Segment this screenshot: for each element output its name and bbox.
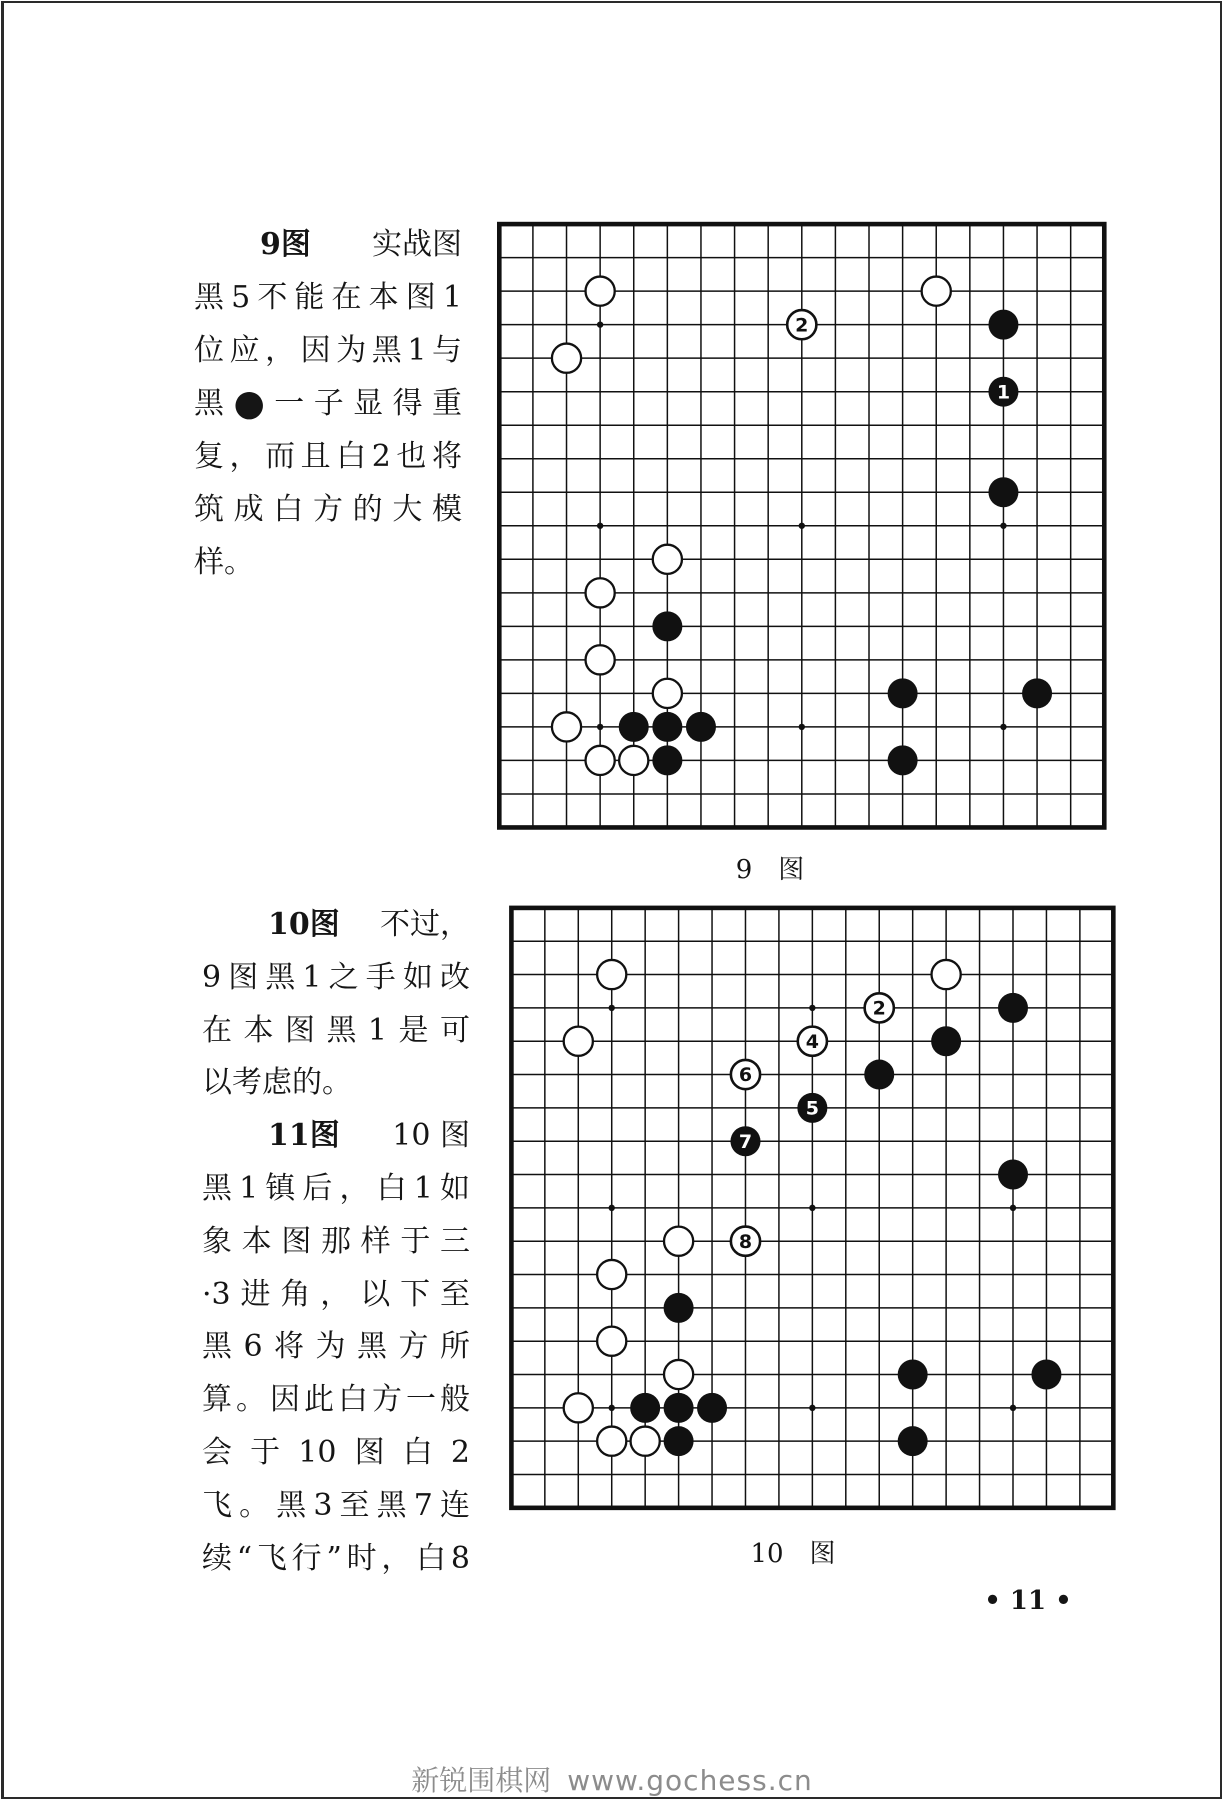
line-text: 一子显得重 <box>274 386 462 421</box>
white-stone <box>586 645 615 674</box>
black-stone <box>664 1293 694 1323</box>
white-stone <box>597 1260 626 1289</box>
heading-text: 实战图 <box>372 227 462 262</box>
heading-text: 不过， <box>380 907 470 942</box>
commentary-line: ·3进角，以下至 <box>202 1276 470 1312</box>
move-number: 4 <box>805 1030 819 1053</box>
commentary-line: 复，而且白2也将 <box>194 439 462 474</box>
commentary-line: 续“飞行”时，白8 <box>202 1540 470 1576</box>
diagram-10-11-commentary <box>202 899 470 1585</box>
move-number: 1 <box>996 381 1011 404</box>
black-stone <box>898 1426 928 1456</box>
move-number: 2 <box>872 997 886 1020</box>
heading-text: 10 图 <box>392 1118 470 1154</box>
black-stone <box>1022 678 1052 708</box>
commentary-heading-line <box>202 1110 470 1163</box>
move-number: 2 <box>795 314 809 337</box>
star-point <box>609 1005 615 1011</box>
move-number: 5 <box>805 1097 819 1120</box>
white-stone <box>653 679 682 708</box>
black-stone <box>652 611 682 641</box>
white-stone <box>552 344 581 373</box>
black-stone <box>664 1393 694 1423</box>
black-stone <box>888 678 918 708</box>
black-stone <box>664 1426 694 1456</box>
black-stone <box>898 1360 928 1390</box>
star-point <box>799 523 805 529</box>
commentary-line: 黑6将为黑方所 <box>202 1329 470 1365</box>
black-stone <box>988 477 1018 507</box>
commentary-line: 在本图黑1是可 <box>202 1012 470 1048</box>
star-point <box>597 724 603 730</box>
commentary-line: 飞。黑3至黑7连 <box>202 1487 470 1523</box>
commentary-line-with-stone <box>194 377 462 430</box>
white-stone <box>619 746 648 775</box>
white-stone <box>932 960 961 989</box>
commentary-heading-line <box>202 899 470 952</box>
commentary-line: 样。 <box>194 545 254 580</box>
watermark-url: www.gochess.cn <box>567 1764 813 1797</box>
commentary-line: 黑5不能在本图1 <box>194 280 462 315</box>
white-stone <box>922 277 951 306</box>
star-point <box>1010 1405 1016 1411</box>
black-stone <box>652 745 682 775</box>
black-stone <box>864 1060 894 1090</box>
white-stone <box>597 960 626 989</box>
white-stone <box>586 277 615 306</box>
diagram-9-commentary <box>194 218 462 589</box>
commentary-line: 象本图那样于三 <box>202 1223 470 1259</box>
black-stone <box>998 993 1028 1023</box>
white-stone <box>597 1327 626 1356</box>
star-point <box>809 1205 815 1211</box>
white-stone <box>564 1027 593 1056</box>
diagram-label: 10图 <box>268 907 340 942</box>
black-stone <box>619 712 649 742</box>
go-board <box>499 224 1104 827</box>
star-point <box>609 1405 615 1411</box>
page-number: • 11 • <box>984 1586 1072 1616</box>
black-stone <box>988 310 1018 340</box>
commentary-heading-line <box>194 218 462 271</box>
star-point <box>799 724 805 730</box>
commentary-line: 筑成白方的大模 <box>194 492 462 527</box>
diagram-9-caption: 9 图 <box>735 855 805 885</box>
diagram-label: 11图 <box>268 1118 340 1154</box>
black-stone <box>697 1393 727 1423</box>
white-stone <box>631 1427 660 1456</box>
black-stone <box>1031 1360 1061 1390</box>
commentary-line: 位应，因为黑1与 <box>194 333 462 368</box>
white-stone <box>597 1427 626 1456</box>
commentary-line: 会于10图白2 <box>202 1434 470 1470</box>
white-stone <box>664 1360 693 1389</box>
star-point <box>809 1005 815 1011</box>
star-point <box>1000 724 1006 730</box>
white-stone <box>552 712 581 741</box>
black-stone <box>998 1160 1028 1190</box>
move-number: 6 <box>738 1064 753 1087</box>
black-stone <box>931 1026 961 1056</box>
commentary-line: 以考虑的。 <box>202 1065 352 1101</box>
star-point <box>597 321 603 327</box>
black-stone <box>686 712 716 742</box>
white-stone <box>664 1227 693 1256</box>
black-stone-icon: ● <box>233 383 275 424</box>
commentary-line: 黑1镇后，白1如 <box>202 1170 470 1206</box>
white-stone <box>586 746 615 775</box>
white-stone <box>564 1393 593 1422</box>
move-number: 8 <box>738 1230 753 1253</box>
watermark <box>350 1764 874 1798</box>
go-board <box>511 908 1113 1508</box>
diagram-label: 9图 <box>260 227 311 262</box>
star-point <box>609 1205 615 1211</box>
star-point <box>809 1405 815 1411</box>
star-point <box>1010 1205 1016 1211</box>
move-number: 7 <box>738 1130 753 1153</box>
line-text: 黑 <box>194 386 234 421</box>
commentary-line: 算。因此白方一般 <box>202 1382 470 1418</box>
white-stone <box>653 545 682 574</box>
star-point <box>1000 523 1006 529</box>
white-stone <box>586 578 615 607</box>
commentary-line: 9图黑1之手如改 <box>202 959 470 995</box>
watermark-site: 新锐围棋网 <box>411 1764 552 1797</box>
diagram-10-caption: 10 图 <box>750 1539 836 1569</box>
black-stone <box>630 1393 660 1423</box>
black-stone <box>652 712 682 742</box>
black-stone <box>888 745 918 775</box>
star-point <box>597 523 603 529</box>
